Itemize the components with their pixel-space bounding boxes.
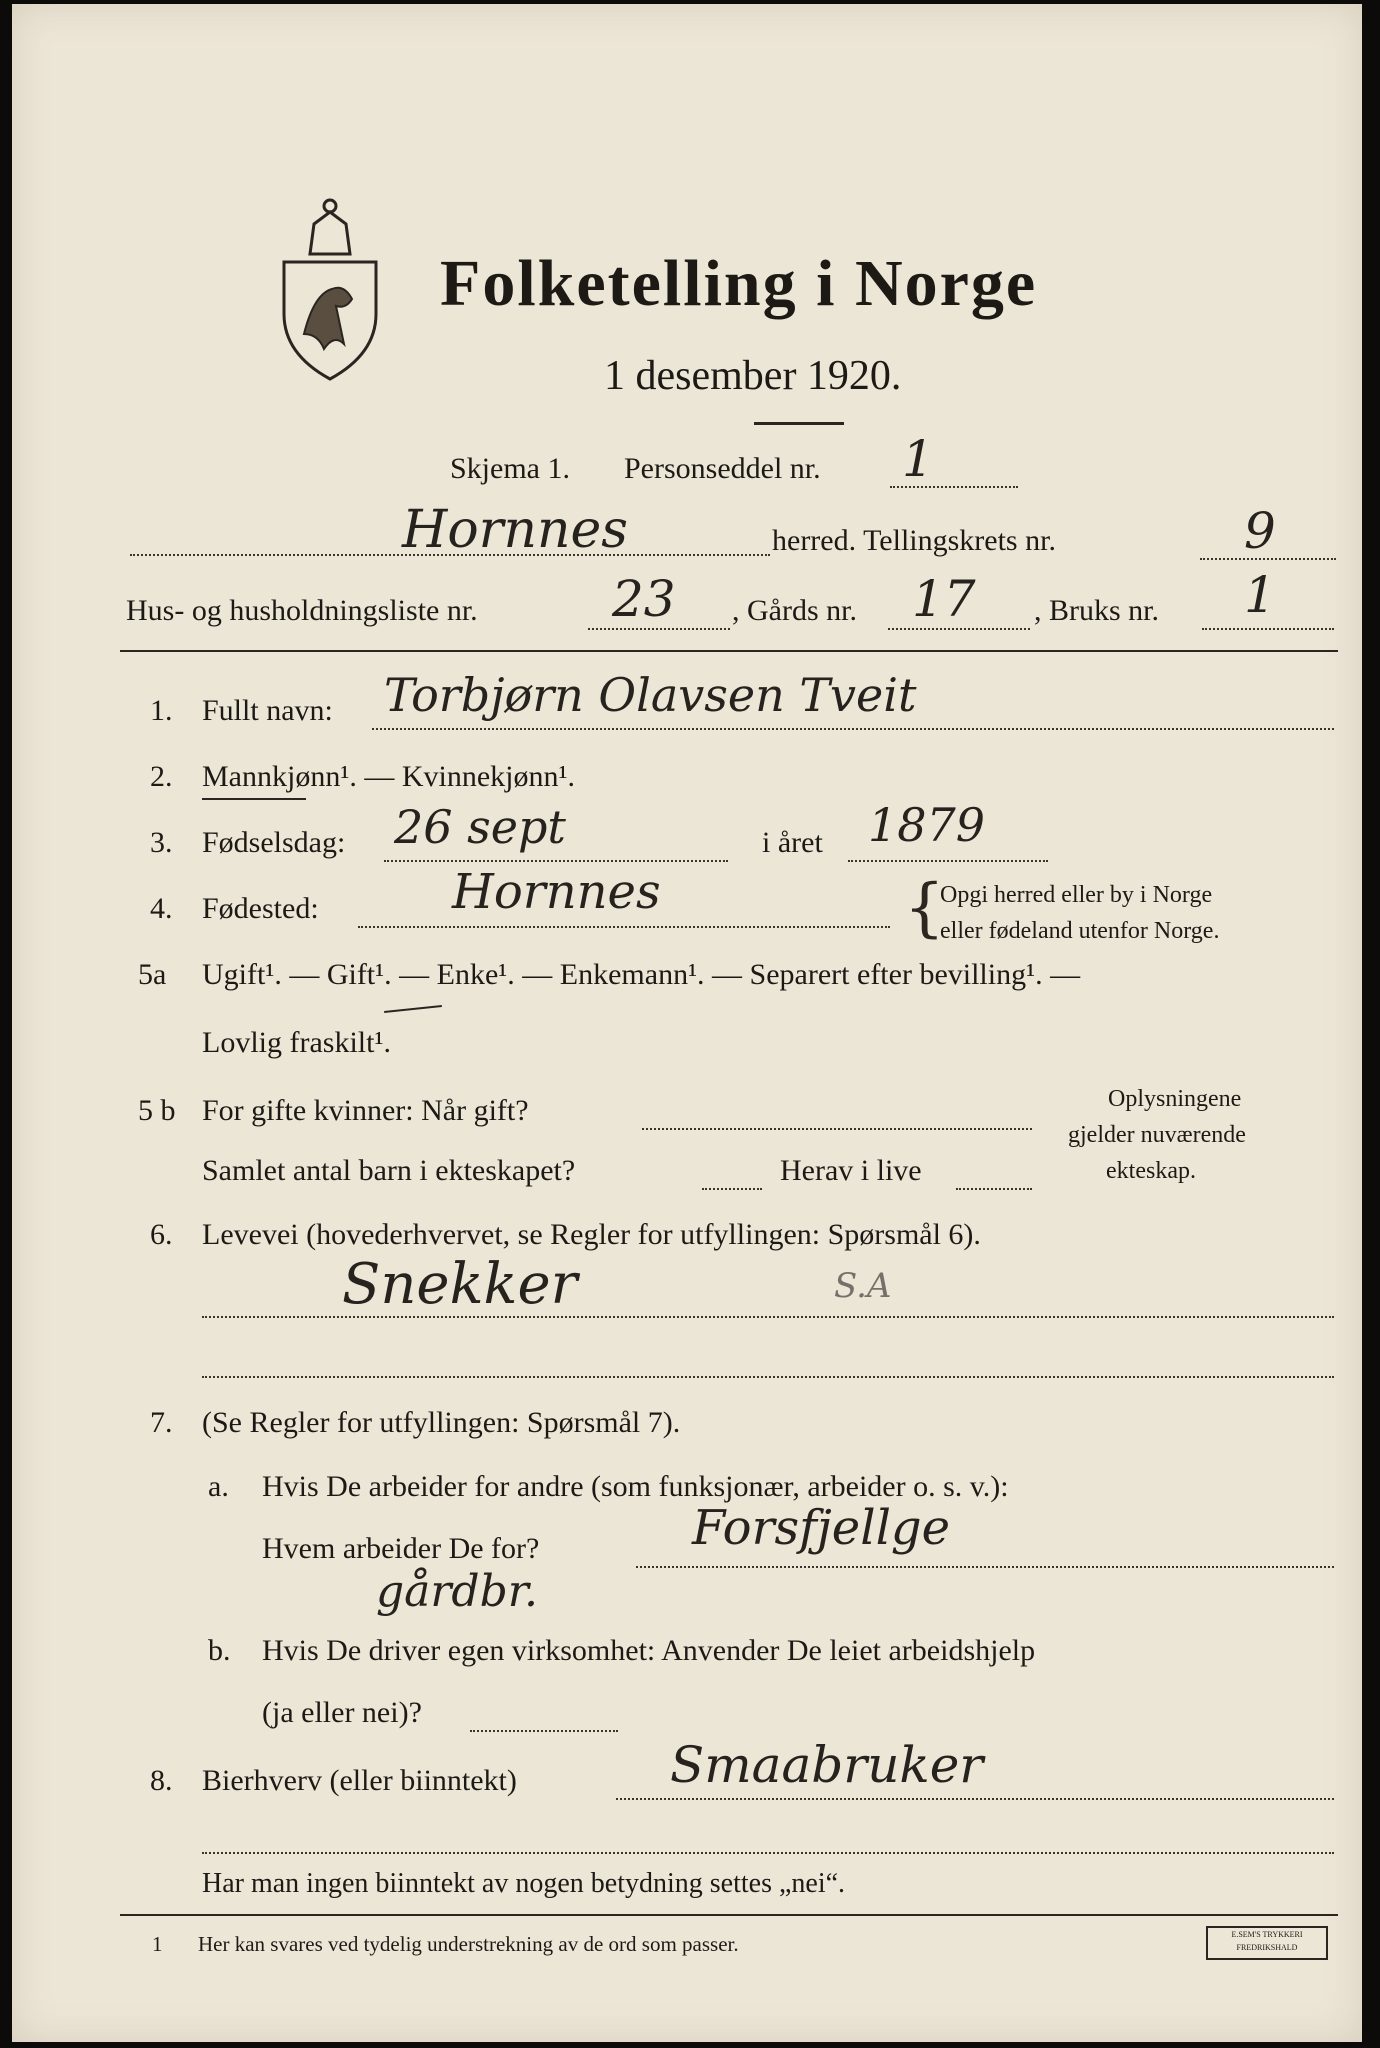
q7a-label: Hvis De arbeider for andre (som funksjonær, arbeider o. s. v.):: [262, 1470, 1009, 1503]
q6-label: Levevei (hovederhvervet, se Regler for utfyllingen: Spørsmål 6).: [202, 1218, 981, 1251]
title-divider: [754, 422, 844, 425]
q4-note-2: eller fødeland utenfor Norge.: [940, 918, 1220, 944]
herred-label: herred. Tellingskrets nr.: [772, 524, 1056, 557]
q5a-number: 5a: [138, 958, 167, 991]
q4-line: [358, 926, 890, 928]
q5b-label-3: Herav i live: [780, 1154, 922, 1187]
form-date: 1 desember 1920.: [604, 353, 902, 399]
q5b-label-2: Samlet antal barn i ekteskapet?: [202, 1154, 576, 1187]
q6-line-2: [202, 1376, 1334, 1378]
q4-brace: {: [904, 871, 945, 945]
q6-mark: S.A: [834, 1266, 892, 1306]
q8-line: [616, 1798, 1334, 1800]
q1-number: 1.: [150, 694, 173, 727]
q8-note: Har man ingen biinntekt av nogen betydning settes „nei“.: [202, 1868, 846, 1899]
q4-value: Hornnes: [452, 864, 661, 920]
bruks-label: , Bruks nr.: [1034, 594, 1160, 627]
q7b-letter: b.: [208, 1634, 231, 1667]
tellingskrets-value: 9: [1244, 502, 1276, 560]
printer-stamp: E.SEM'S TRYKKERI FREDRIKSHALD: [1206, 1926, 1328, 1960]
q4-label: Fødested:: [202, 892, 319, 925]
q7b-label: Hvis De driver egen virksomhet: Anvender De leiet arbeidshjelp: [262, 1634, 1036, 1667]
q2-number: 2.: [150, 760, 173, 793]
q5a-underline: [384, 1005, 442, 1013]
q8-label: Bierhverv (eller biinntekt): [202, 1764, 517, 1797]
q3-value: 26 sept: [394, 800, 566, 854]
q7b-line: [470, 1730, 618, 1732]
q3-year-label: i året: [762, 826, 823, 859]
husholdning-label: Hus- og husholdningsliste nr.: [126, 594, 478, 627]
footnote-text: Her kan svares ved tydelig understrekning av de ord som passer.: [198, 1932, 739, 1956]
q2-underline: [202, 798, 306, 800]
q7a-value-2: gårdbr.: [376, 1566, 538, 1617]
q5b-note-2: gjelder nuværende: [1068, 1122, 1246, 1148]
q8-number: 8.: [150, 1764, 173, 1797]
q6-number: 6.: [150, 1218, 173, 1251]
q5b-note-3: ekteskap.: [1106, 1158, 1196, 1184]
personseddel-value: 1: [902, 430, 934, 488]
q8-line-2: [202, 1852, 1334, 1854]
husholdning-value: 23: [612, 570, 676, 628]
q4-note-1: Opgi herred eller by i Norge: [940, 882, 1213, 908]
q5b-label: For gifte kvinner: Når gift?: [202, 1094, 529, 1127]
q3-number: 3.: [150, 826, 173, 859]
census-form-sheet: [12, 4, 1362, 2042]
q5b-alive-line: [956, 1188, 1032, 1190]
q5b-children-line: [702, 1188, 762, 1190]
q5b-note-1: Oplysningene: [1108, 1086, 1242, 1112]
q5a-label: Ugift¹. — Gift¹. — Enke¹. — Enkemann¹. — Separert efter bevilling¹. —: [202, 958, 1081, 991]
header-divider: [120, 650, 1338, 652]
q1-value: Torbjørn Olavsen Tveit: [384, 668, 917, 722]
schema-label: Skjema 1.: [450, 452, 570, 485]
gards-label: , Gårds nr.: [732, 594, 857, 627]
q7-number: 7.: [150, 1406, 173, 1439]
q8-value: Smaabruker: [670, 1736, 984, 1794]
q5a-label-2: Lovlig fraskilt¹.: [202, 1026, 391, 1059]
q5b-when-line: [642, 1128, 1032, 1130]
footer-divider: [120, 1914, 1338, 1916]
q1-label: Fullt navn:: [202, 694, 333, 727]
gards-value: 17: [912, 570, 976, 628]
q7a-label-2: Hvem arbeider De for?: [262, 1532, 540, 1565]
gards-line: [888, 628, 1030, 630]
q3-line: [384, 860, 728, 862]
footnote-mark: 1: [152, 1932, 163, 1956]
q3-year-line: [848, 860, 1048, 862]
q7b-label-2: (ja eller nei)?: [262, 1696, 422, 1729]
q7a-line: [636, 1566, 1334, 1568]
q3-year-value: 1879: [868, 798, 986, 852]
q1-line: [372, 728, 1334, 730]
q6-value: Snekker: [342, 1252, 578, 1317]
q2-label: Mannkjønn¹. — Kvinnekjønn¹.: [202, 760, 575, 793]
q3-label: Fødselsdag:: [202, 826, 346, 859]
personseddel-label: Personseddel nr.: [624, 452, 821, 485]
coat-of-arms-icon: [274, 184, 386, 384]
q7a-value: Forsfjellge: [692, 1500, 951, 1556]
herred-value: Hornnes: [402, 500, 628, 560]
husholdning-line: [588, 628, 730, 630]
bruks-line: [1202, 628, 1334, 630]
q7-label: (Se Regler for utfyllingen: Spørsmål 7).: [202, 1406, 681, 1439]
bruks-value: 1: [1244, 566, 1276, 624]
q7a-letter: a.: [208, 1470, 229, 1503]
q4-number: 4.: [150, 892, 173, 925]
q5b-number: 5 b: [138, 1094, 176, 1127]
form-title: Folketelling i Norge: [440, 247, 1038, 320]
